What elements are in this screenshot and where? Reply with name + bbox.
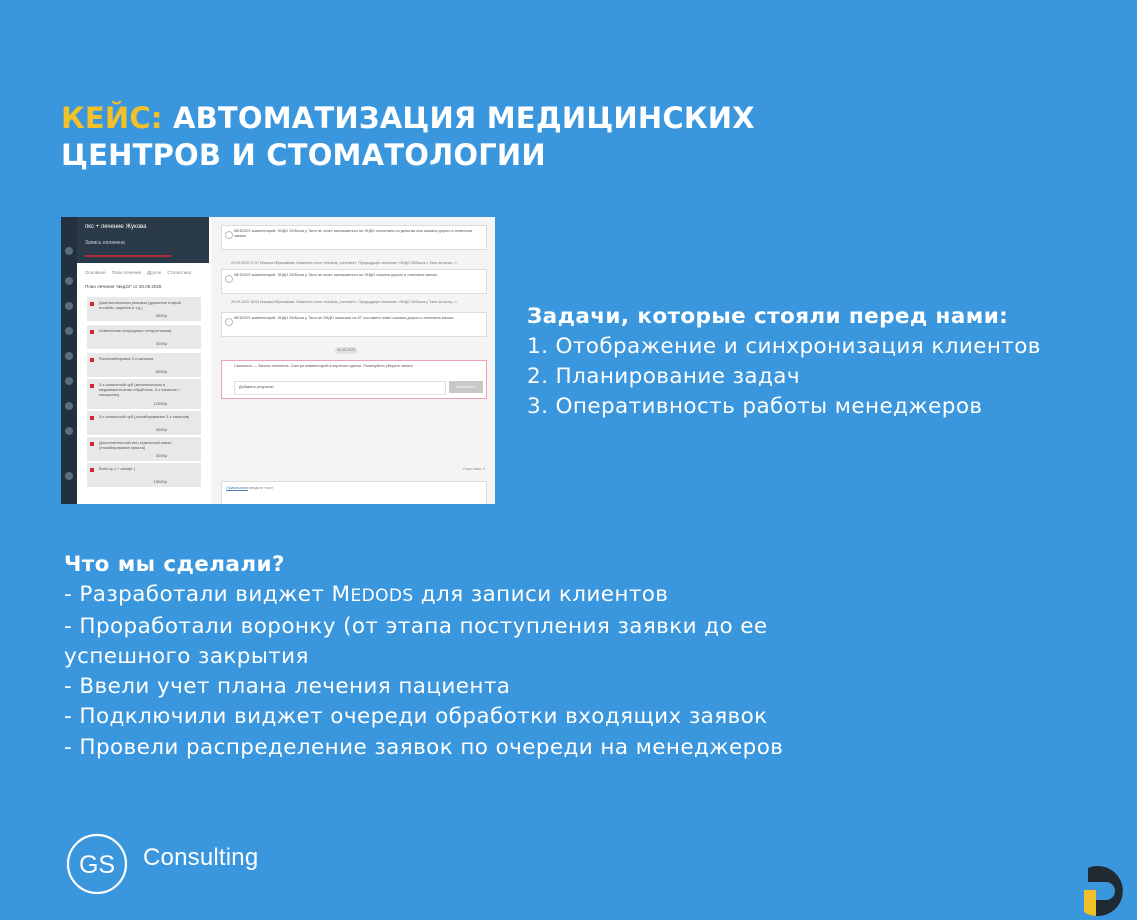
- plan-item-marker: [90, 416, 94, 420]
- plan-item-marker: [90, 358, 94, 362]
- plan-item-marker: [90, 384, 94, 388]
- crm-tab: Основное: [85, 270, 106, 275]
- plan-item-marker: [90, 442, 94, 446]
- page-title: [61, 100, 755, 174]
- tasks-block: [527, 302, 1041, 422]
- task-item: 2. Планирование задач: [527, 364, 800, 389]
- nav-icon: [65, 302, 73, 310]
- tasks-heading: Задачи, которые стояли перед нами:: [527, 304, 1009, 329]
- result-item: - Ввели учет плана лечения пациента: [64, 674, 511, 700]
- task-item: 1. Отображение и синхронизация клиентов: [527, 334, 1041, 359]
- result-item: - Подключили виджет очереди обработки входящих заявок: [64, 704, 768, 730]
- nav-icon: [65, 327, 73, 335]
- message-icon: [225, 231, 233, 239]
- plan-item: Извлечение инородного тела(отломка) 5000р: [87, 325, 201, 349]
- task-card: [221, 360, 487, 399]
- plan-item-marker: [90, 468, 94, 472]
- result-item: - Разработали виджет МEDODS для записи клиентов: [64, 582, 669, 608]
- task-complete-button[interactable]: Выполнить: [449, 381, 483, 393]
- feed-note: 29.09.2020 17:57 Инжира Ибрагимова: Изменено поле «medods_comment». Предыдущее значение «ЭНДО 26/Была у Таня на консу...»: [231, 261, 457, 265]
- crm-deal-panel: [77, 217, 209, 504]
- feed-message: MEDODS комментарий: ЭНДО 26/Была у Таня не хочет записываться на ЭНДО сказала дорого и отменила запись: [221, 269, 487, 294]
- nav-icon: [65, 277, 73, 285]
- nav-icon: [65, 402, 73, 410]
- task-text: Связаться — Запись отменена. Смотри комментарий в карточке сделки. Пожалуйста уберите запись: [234, 364, 413, 368]
- feed-note: 29.09.2020 18:03 Инжира Ибрагимова: Изменено поле «medods_comment». Предыдущее значение «ЭНДО 26/Была у Таня на консу...»: [231, 300, 457, 304]
- title-accent: КЕЙС:: [61, 101, 163, 135]
- status-bar: [85, 255, 171, 257]
- results-heading: Что мы сделали?: [64, 552, 285, 577]
- feed-message: MEDODS комментарий: ЭНДО 26/Была у Таня не хочет записываться на ЭНДО посчитали по деньгам она сказала дорого и отменила запись: [221, 225, 487, 250]
- task-item: 3. Оперативность работы менеджеров: [527, 394, 983, 419]
- crm-tab: План лечения: [111, 270, 141, 275]
- plan-item: 3-х канальный зуб (пломбирование 3-х каналов) 9000р: [87, 411, 201, 435]
- plan-item: Дополнительный или отдельный канал (пломбирование канала) 3000р: [87, 437, 201, 461]
- client-name: пкс + лечение Жукова: [85, 224, 147, 230]
- crm-tab: Другое: [147, 270, 162, 275]
- participants-counter: Участники: 0: [462, 467, 485, 471]
- nav-icon: [65, 247, 73, 255]
- plan-item: Распломбировка 3-х каналов 6000р: [87, 353, 201, 377]
- deal-status: Запись оплачена: [85, 240, 125, 246]
- nav-icon: [65, 377, 73, 385]
- date-separator: 30.09.2020: [337, 348, 355, 352]
- plan-item: Build up ( + штифт ) 15000р: [87, 463, 201, 487]
- plan-item-marker: [90, 302, 94, 306]
- title-line-2: ЦЕНТРОВ И СТОМАТОЛОГИИ: [61, 138, 546, 172]
- result-item: успешного закрытия: [64, 643, 309, 669]
- crm-screenshot: [61, 217, 495, 504]
- nav-icon: [65, 472, 73, 480]
- note-input[interactable]: Примечание введите текст: [221, 481, 487, 504]
- message-icon: [225, 275, 233, 283]
- feed-message: MEDODS комментарий: ЭНДО 26/Была у Таня на ЭНДО записали на КТ составить план/ сказала дорого и отменила запись: [221, 312, 487, 337]
- title-line-1: АВТОМАТИЗАЦИЯ МЕДИЦИНСКИХ: [172, 101, 755, 135]
- note-type-link[interactable]: Примечание: [226, 486, 248, 490]
- results-block: [64, 550, 783, 763]
- logo-letters: GS: [78, 851, 116, 879]
- task-result-input[interactable]: Добавить результат: [234, 381, 446, 395]
- crm-deal-header: [77, 217, 209, 263]
- message-icon: [225, 318, 233, 326]
- treatment-plan-title: План лечения "мед24" от 29.09.2020: [85, 284, 162, 289]
- plan-item-marker: [90, 330, 94, 334]
- plan-item: 3-х канальный зуб (механическая и медикаментозная обработка, 3-х каналов + лекарство) 12000р: [87, 379, 201, 409]
- result-item: - Проработали воронку (от этапа поступления заявки до ее: [64, 613, 768, 639]
- nav-icon: [65, 352, 73, 360]
- crm-nav-rail: [61, 217, 77, 504]
- brand-name: Consulting: [143, 844, 259, 871]
- gs-logo-icon: [66, 833, 128, 895]
- corner-brand-icon: [1082, 864, 1132, 918]
- crm-tabs: [85, 270, 197, 275]
- crm-feed: [211, 217, 495, 504]
- plan-item: Диагностическая ревизия (удаление старой пломбы, кариеса и т.д.) 5500р: [87, 297, 201, 321]
- result-item: - Провели распределение заявок по очереди на менеджеров: [64, 734, 784, 760]
- nav-icon: [65, 427, 73, 435]
- crm-tab: Статистика: [167, 270, 191, 275]
